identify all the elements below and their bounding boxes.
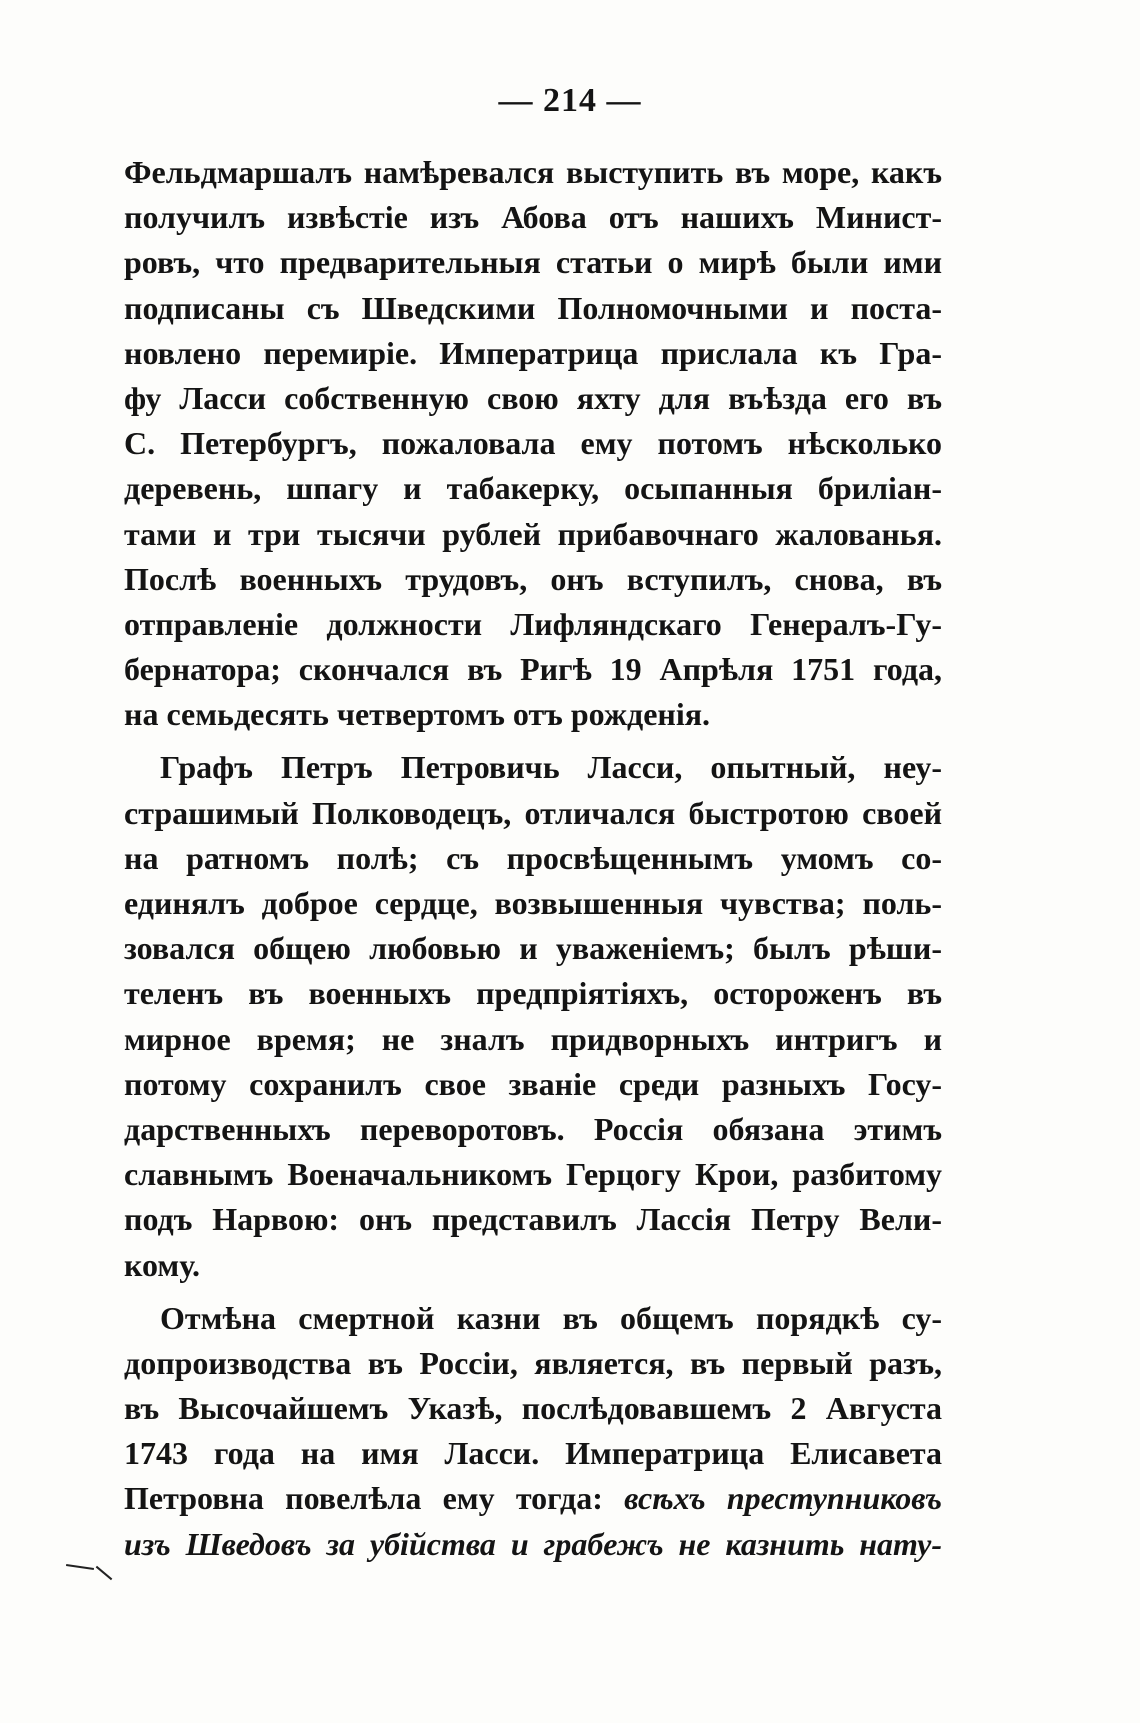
scan-mark [96,1566,113,1580]
text-line: теленъ въ военныхъ предпріятіяхъ, остороженъ въ [124,975,942,1012]
text-line: получилъ извѣстіе изъ Абова отъ нашихъ Минист- [124,199,942,236]
text-line: дарственныхъ переворотовъ. Россія обязана этимъ [124,1110,942,1147]
text-line: С. Петербургъ, пожаловала ему потомъ нѣсколько [124,425,942,462]
text-line: новлено перемиріе. Императрица прислала къ Гра- [124,334,942,371]
text-line: страшимый Полководецъ, отличался быстротою своей [124,794,942,831]
text-line: мирное время; не зналъ придворныхъ интригъ и [124,1020,942,1057]
paragraph-gap [124,737,942,745]
text-line: на семьдесять четвертомъ отъ рожденія. [124,696,711,733]
text-line: Фельдмаршалъ намѣревался выступить въ море, какъ [124,154,942,190]
text-line: бернатора; скончался въ Ригѣ 19 Апрѣля 1751 года, [124,651,942,688]
scan-mark [66,1564,94,1570]
paragraph-2 [124,745,942,1287]
text-line: подписаны съ Шведскими Полномочными и поста- [124,289,942,326]
page-number: — 214 — [498,82,642,119]
paragraph-3 [124,1296,942,1567]
text-line: деревень, шпагу и табакерку, осыпанныя бриліан- [124,470,942,507]
text-line: потому сохранилъ свое званіе среди разныхъ Госу- [124,1065,942,1102]
text-line-mixed [124,1476,942,1521]
text-line: Отмѣна смертной казни въ общемъ порядкѣ су- [160,1299,942,1336]
paragraph-1 [124,150,942,737]
paragraph-gap [124,1288,942,1296]
text-line: въ Высочайшемъ Указѣ, послѣдовавшемъ 2 Августа [124,1390,942,1427]
italic-text-run: всѣхъ преступниковъ [624,1480,943,1517]
text-run: Петровна повелѣла ему тогда: [124,1480,625,1517]
text-line: 1743 года на имя Ласси. Императрица Елисавета [124,1435,942,1472]
text-line: единялъ доброе сердце, возвышенныя чувства; поль- [124,885,942,921]
text-line: изъ Шведовъ за убійства и грабежъ не казнить нату- [124,1525,942,1562]
text-line: подъ Нарвою: онъ представилъ Лассія Петру Вели- [124,1201,942,1238]
text-line: тами и три тысячи рублей прибавочнаго жалованья. [124,515,942,552]
text-line: кому. [124,1246,200,1283]
text-line: Послѣ военныхъ трудовъ, онъ вступилъ, снова, въ [124,560,942,597]
text-line: фу Ласси собственную свою яхту для въѣзда его въ [124,379,942,416]
text-line: Графъ Петръ Петровичь Ласси, опытный, неу- [160,749,942,786]
text-line: ровъ, что предварительныя статьи о мирѣ были ими [124,244,942,281]
text-line: славнымъ Военачальникомъ Герцогу Крои, разбитому [124,1156,942,1193]
text-body [124,150,942,1567]
text-line: отправленіе должности Лифляндскаго Генералъ-Гу- [124,605,942,642]
text-line: зовался общею любовью и уваженіемъ; былъ рѣши- [124,930,942,967]
text-line: допроизводства въ Россіи, является, въ первый разъ, [124,1344,942,1381]
text-line: на ратномъ полѣ; съ просвѣщеннымъ умомъ со- [124,839,942,876]
